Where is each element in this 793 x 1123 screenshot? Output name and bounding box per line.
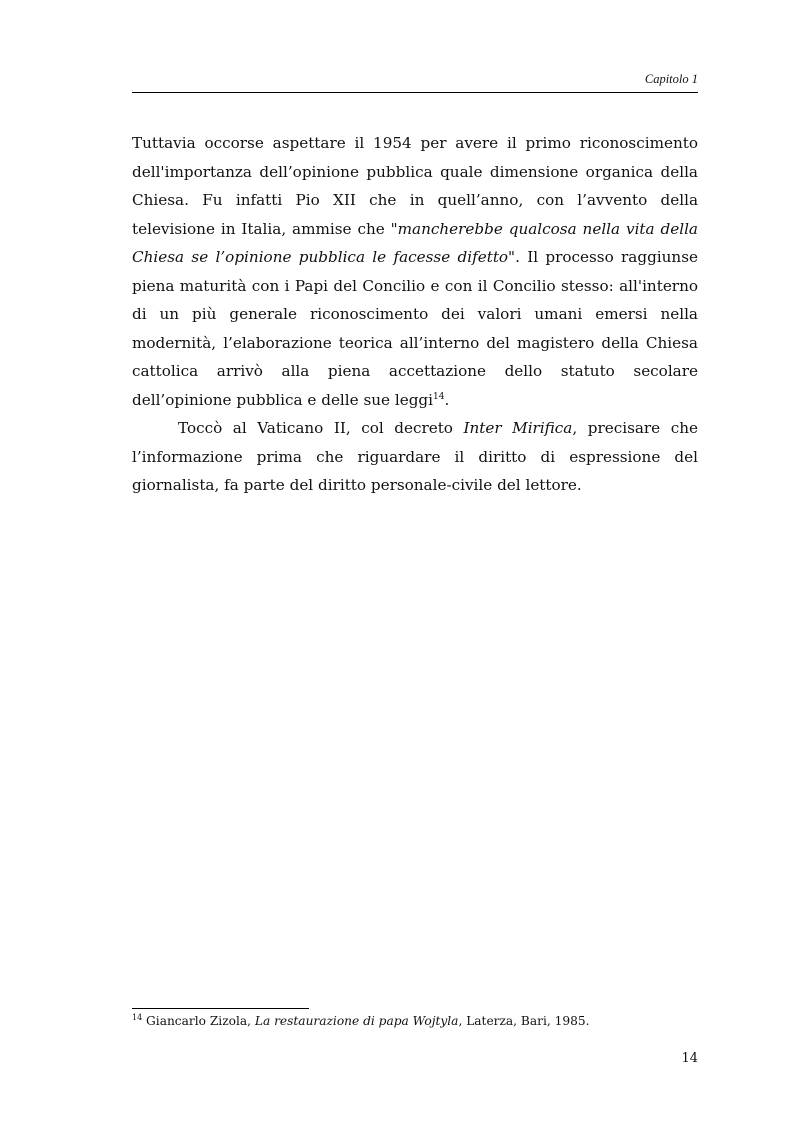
footnote — [132, 1013, 698, 1029]
paragraph-2 — [132, 414, 698, 500]
footnote-book-title: La restaurazione di papa Wojtyla — [254, 1014, 459, 1028]
paragraph-1-text-c: . — [444, 390, 450, 409]
chapter-header: Capitolo 1 — [644, 72, 698, 86]
header-rule — [132, 92, 698, 93]
body-text — [132, 129, 698, 500]
paragraph-2-text-a: Toccò al Vaticano II, col decreto — [178, 419, 464, 437]
footnote-publication: , Laterza, Bari, 1985. — [458, 1014, 590, 1028]
paragraph-1 — [132, 129, 698, 414]
footnote-reference[interactable]: 14 — [433, 391, 445, 402]
paragraph-1-text-b: . Il processo raggiunse piena maturità con i Papi del Concilio e con il Concilio stesso: all'interno di un più generale riconoscimento dei valori umani emersi nella modernità, l’elaborazione teorica all’interno del magistero della Chiesa cattolica arrivò alla piena accettazione dello statuto secolare dell’opinione pubblica e delle sue leggi — [132, 248, 698, 409]
paragraph-2-text-b: , precisare che l’informazione prima che riguardare il diritto di espressione del giornalista, fa parte del diritto personale-civile del lettore. — [132, 419, 698, 494]
pius-xii-quote: "mancherebbe qualcosa nella vita della Chiesa se l’opinione pubblica le facesse difetto" — [132, 219, 698, 266]
paragraph-1-text-a: Tuttavia occorse aspettare il 1954 per avere il primo riconoscimento dell'importanza dell’opinione pubblica quale dimensione organica della Chiesa. Fu infatti Pio XII che in quell’anno, con l’avvento della televisione in Italia, ammise che — [132, 134, 698, 238]
page-number: 14 — [681, 1051, 698, 1066]
decree-title: Inter Mirifica — [463, 419, 573, 437]
footnote-rule — [132, 1008, 309, 1009]
footnote-number: 14 — [132, 1012, 143, 1022]
footnote-author: Giancarlo Zizola, — [142, 1014, 255, 1028]
